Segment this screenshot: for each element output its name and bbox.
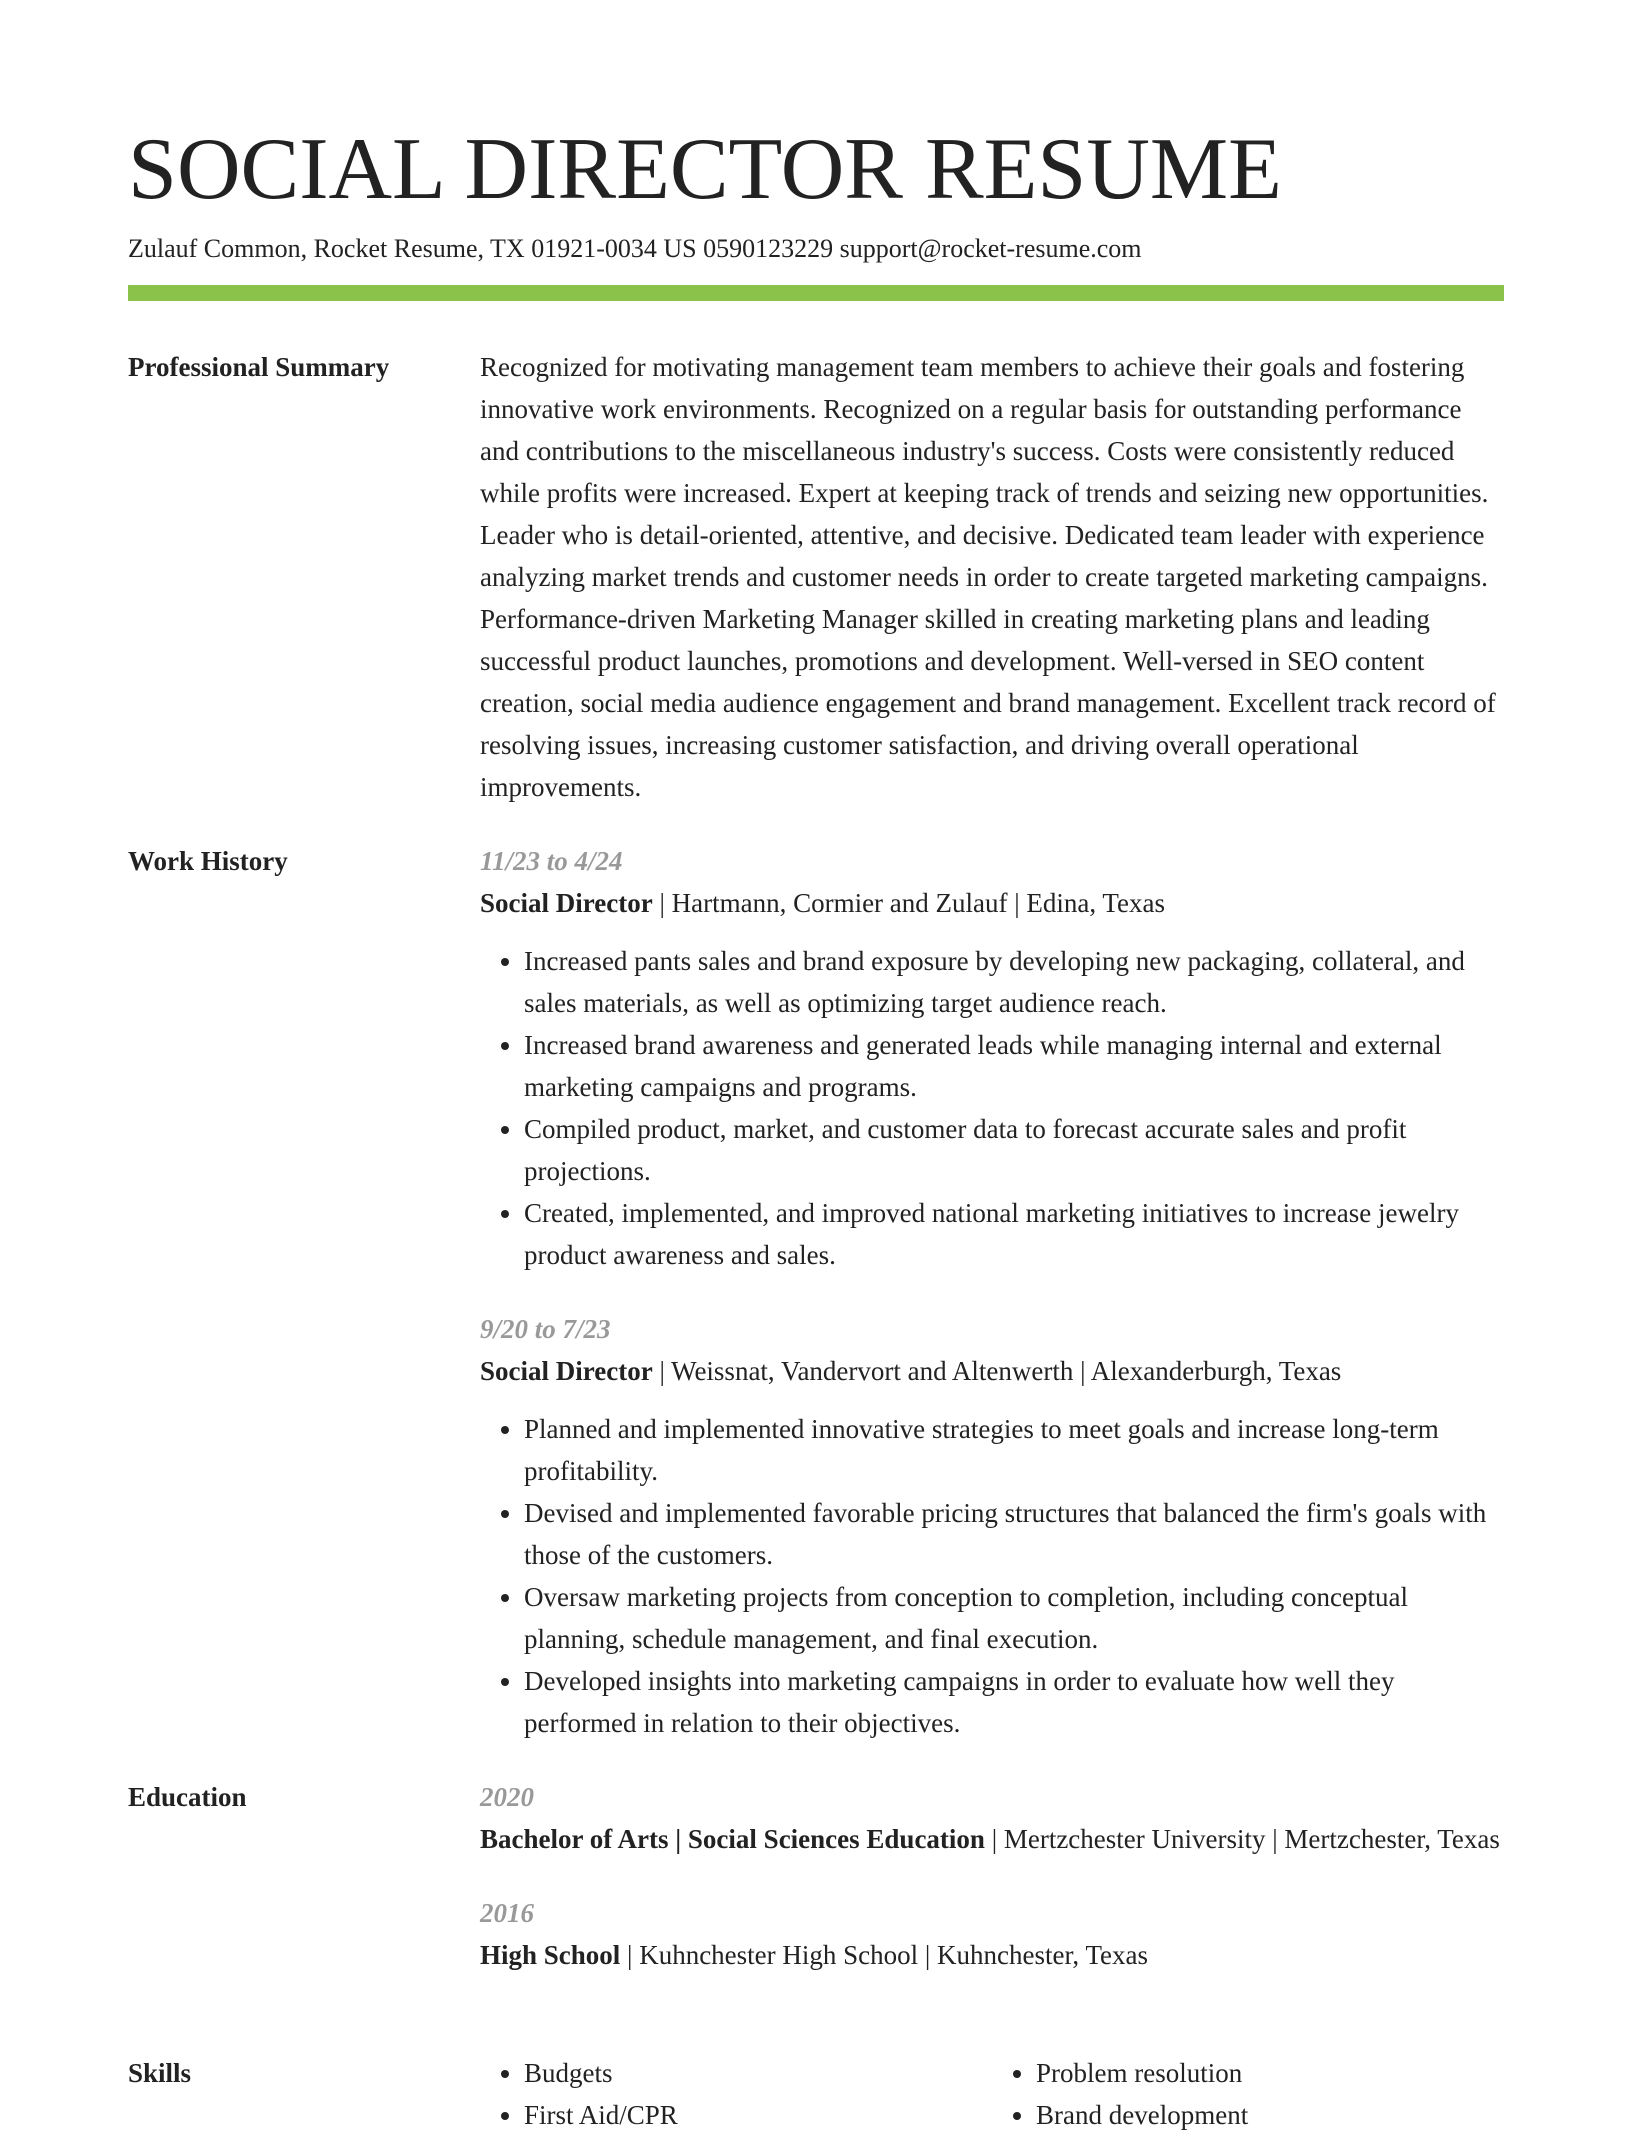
education-heading xyxy=(480,1934,1504,1976)
contact-email[interactable]: support@rocket-resume.com xyxy=(839,234,1142,263)
skill-item: • Problem resolution xyxy=(1036,2052,1504,2094)
job-details: | Weissnat, Vandervort and Altenwerth | Alexanderburgh, Texas xyxy=(652,1356,1342,1386)
job-title: Social Director xyxy=(480,1356,653,1386)
job-bullet: • Compiled product, market, and customer data to forecast accurate sales and profit projections. xyxy=(524,1108,1504,1192)
job-bullet: • Oversaw marketing projects from conception to completion, including conceptual planning, schedule management, and final execution. xyxy=(524,1576,1504,1660)
job-entry xyxy=(480,840,1504,1276)
job-details: | Hartmann, Cormier and Zulauf | Edina, Texas xyxy=(652,888,1165,918)
education-details: | Mertzchester University | Mertzchester, Texas xyxy=(984,1824,1500,1854)
work-history-label: Work History xyxy=(128,846,288,876)
contact-phone: 0590123229 xyxy=(703,234,834,263)
header-divider xyxy=(128,285,1504,301)
contact-line xyxy=(128,232,1142,266)
job-dates: 11/23 to 4/24 xyxy=(480,846,623,876)
work-history-content xyxy=(480,840,1504,1744)
summary-label: Professional Summary xyxy=(128,352,390,382)
job-bullet: • Increased brand awareness and generated leads while managing internal and external marketing campaigns and programs. xyxy=(524,1024,1504,1108)
job-bullet: • Devised and implemented favorable pricing structures that balanced the firm's goals with those of the customers. xyxy=(524,1492,1504,1576)
education-label: Education xyxy=(128,1782,247,1812)
summary-content xyxy=(480,346,1504,808)
job-bullets xyxy=(480,1408,1504,1744)
education-degree: High School xyxy=(480,1940,621,1970)
job-entry xyxy=(480,1308,1504,1744)
skill-item: • Brand development xyxy=(1036,2094,1504,2136)
skills-list-right xyxy=(992,2052,1504,2136)
job-dates: 9/20 to 7/23 xyxy=(480,1314,611,1344)
education-entry xyxy=(480,1892,1504,1976)
job-heading xyxy=(480,882,1504,924)
job-bullets xyxy=(480,940,1504,1276)
job-heading xyxy=(480,1350,1504,1392)
skills-list-left xyxy=(480,2052,992,2136)
education-year: 2016 xyxy=(480,1898,534,1928)
education-entry xyxy=(480,1776,1504,1860)
contact-address: Zulauf Common, Rocket Resume, TX 01921-0034 US xyxy=(128,234,697,263)
job-bullet: • Created, implemented, and improved national marketing initiatives to increase jewelry product awareness and sales. xyxy=(524,1192,1504,1276)
job-title: Social Director xyxy=(480,888,653,918)
job-bullet: • Developed insights into marketing campaigns in order to evaluate how well they performed in relation to their objectives. xyxy=(524,1660,1504,1744)
education-year: 2020 xyxy=(480,1782,534,1812)
education-details: | Kuhnchester High School | Kuhnchester, Texas xyxy=(620,1940,1149,1970)
skill-item: • First Aid/CPR xyxy=(524,2094,992,2136)
education-degree: Bachelor of Arts | Social Sciences Education xyxy=(480,1824,985,1854)
skill-item: • Budgets xyxy=(524,2052,992,2094)
education-content xyxy=(480,1776,1504,1976)
summary-text: Recognized for motivating management team members to achieve their goals and fostering innovative work environments. Recognized on a regular basis for outstanding performance and contributions to the miscellaneous industry's success. Costs were consistently reduced while profits were increased. Expert at keeping track of trends and seizing new opportunities. Leader who is detail-oriented, attentive, and decisive. Dedicated team leader with experience analyzing market trends and customer needs in order to create targeted marketing campaigns. Performance-driven Marketing Manager skilled in creating marketing plans and leading successful product launches, promotions and development. Well-versed in SEO content creation, social media audience engagement and brand management. Excellent track record of resolving issues, increasing customer satisfaction, and driving overall operational improvements. xyxy=(480,352,1496,802)
skills-content xyxy=(480,2052,1504,2136)
education-heading xyxy=(480,1818,1504,1860)
skills-columns xyxy=(480,2052,1504,2136)
skills-label: Skills xyxy=(128,2058,192,2088)
resume-title: SOCIAL DIRECTOR RESUME xyxy=(128,121,1282,218)
job-bullet: • Planned and implemented innovative strategies to meet goals and increase long-term profitability. xyxy=(524,1408,1504,1492)
job-bullet: • Increased pants sales and brand exposure by developing new packaging, collateral, and sales materials, as well as optimizing target audience reach. xyxy=(524,940,1504,1024)
